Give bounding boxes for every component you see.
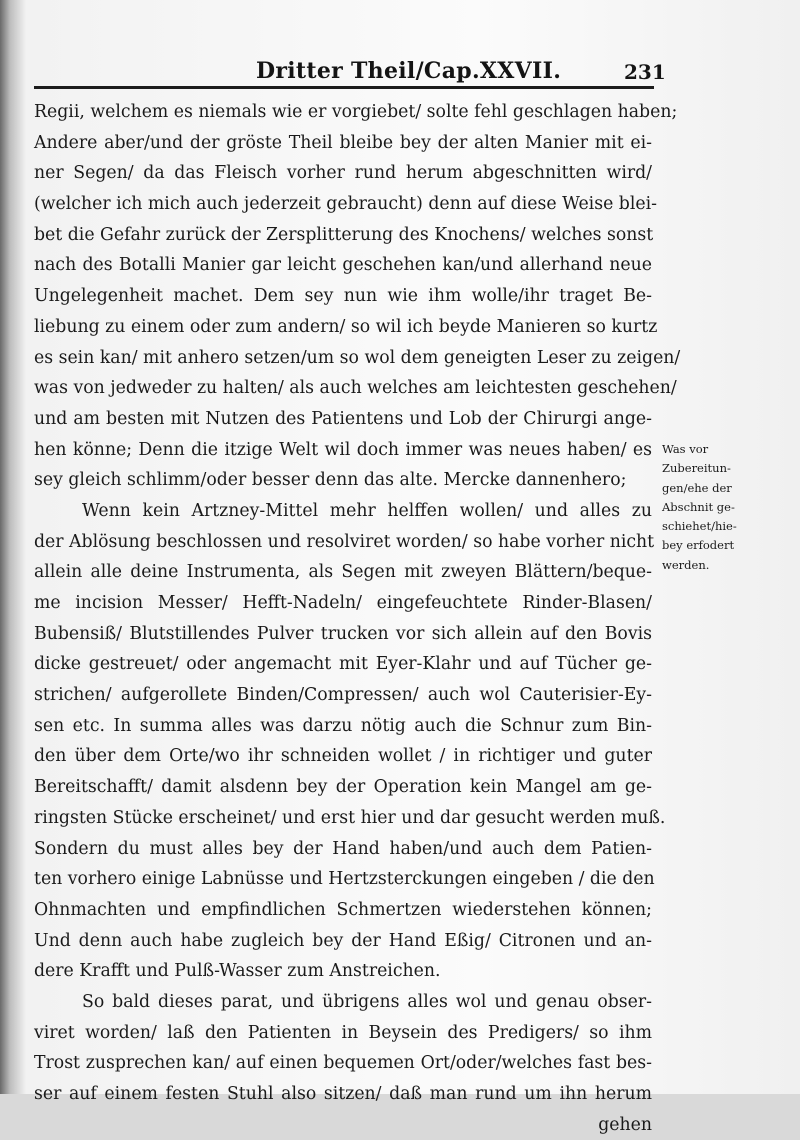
text-line: Und denn auch habe zugleich bey der Hand Eßig/ Citronen und an- — [34, 930, 652, 951]
text-line: den über dem Orte/wo ihr schneiden wollet / in richtiger und guter — [34, 746, 652, 767]
marginal-note-line: Zubereitun- — [662, 461, 731, 476]
paragraph-first-line: So bald dieses parat, und übrigens alles wol und genau obser- — [82, 991, 652, 1012]
marginal-note — [662, 440, 762, 575]
main-text-block — [34, 97, 681, 1140]
text-line: ser auf einem festen Stuhl also sitzen/ daß man rund um ihn herum — [34, 1084, 652, 1104]
text-line: allein alle deine Instrumenta, als Segen mit zweyen Blättern/beque- — [34, 562, 652, 583]
text-line: Regii, welchem es niemals wie er vorgiebet/ solte fehl geschlagen haben; — [34, 102, 678, 122]
text-line: viret worden/ laß den Patienten in Beysein des Predigers/ so ihm — [34, 1022, 652, 1043]
text-line: (welcher ich mich auch jederzeit gebraucht) denn auf diese Weise blei- — [34, 194, 657, 215]
text-line: dicke gestreuet/ oder angemacht mit Eyer-Klahr und auf Tücher ge- — [34, 654, 652, 675]
marginal-note-line: Was vor — [662, 442, 709, 456]
marginal-note-line: werden. — [662, 557, 710, 572]
page-number: 231 — [624, 60, 666, 84]
page-header — [34, 56, 666, 96]
text-line: nach des Botalli Manier gar leicht geschehen kan/und allerhand neue — [34, 255, 652, 276]
marginal-note-line: bey erfodert — [662, 538, 735, 553]
running-head: Dritter Theil/Cap.XXVII. — [256, 58, 562, 84]
text-line: sen etc. In summa alles was darzu nötig auch die Schnur zum Bin- — [34, 715, 652, 736]
text-line: dere Krafft und Pulß-Wasser zum Anstreichen. — [34, 961, 441, 982]
marginal-note-line: schiehet/hie- — [662, 519, 737, 534]
text-line: bet die Gefahr zurück der Zersplitterung des Knochens/ welches sonst — [34, 224, 654, 245]
paragraph-first-line: Wenn kein Artzney-Mittel mehr helffen wollen/ und alles zu — [82, 500, 652, 521]
text-line: Ungelegenheit machet. Dem sey nun wie ihm wolle/ihr traget Be- — [34, 286, 652, 307]
text-line: strichen/ aufgerollete Binden/Compressen/ auch wol Cauterisier-Ey- — [34, 685, 652, 706]
text-line: es sein kan/ mit anhero setzen/um so wol dem geneigten Leser zu zeigen/ — [34, 347, 681, 368]
marginal-note-line: Abschnit ge- — [662, 499, 735, 514]
text-line: me incision Messer/ Hefft-Nadeln/ eingefeuchtete Rinder-Blasen/ — [34, 593, 652, 613]
text-line: sey gleich schlimm/oder besser denn das alte. Mercke dannenhero; — [34, 470, 627, 491]
text-line: ner Segen/ da das Fleisch vorher rund herum abgeschnitten wird/ — [34, 163, 652, 184]
text-line: und am besten mit Nutzen des Patientens und Lob der Chirurgi ange- — [34, 408, 652, 429]
catchword: gehen — [598, 1114, 652, 1135]
text-line: der Ablösung beschlossen und resolviret worden/ so habe vorher nicht — [34, 531, 655, 552]
text-line: Sondern du must alles bey der Hand haben/und auch dem Patien- — [34, 838, 652, 859]
text-line: Ohnmachten und empfindlichen Schmertzen wiederstehen können; — [34, 899, 652, 920]
text-line: liebung zu einem oder zum andern/ so wil ich beyde Manieren so kurtz — [34, 316, 658, 337]
text-line: Bereitschafft/ damit alsdenn bey der Operation kein Mangel am ge- — [34, 777, 652, 798]
marginal-note-line: gen/ehe der — [662, 480, 732, 495]
text-line: Bubensiß/ Blutstillendes Pulver trucken vor sich allein auf den Bovis — [34, 623, 652, 644]
text-line: ten vorhero einige Labnüsse und Hertzsterckungen eingeben / die den — [34, 869, 655, 890]
text-line: Trost zusprechen kan/ auf einen bequemen Ort/oder/welches fast bes- — [34, 1053, 652, 1074]
header-rule — [34, 86, 654, 89]
text-line: Andere aber/und der gröste Theil bleibe bey der alten Manier mit ei- — [34, 132, 652, 153]
text-line: hen könne; Denn die itzige Welt wil doch immer was neues haben/ es — [34, 439, 652, 460]
text-line: ringsten Stücke erscheinet/ und erst hier und dar gesucht werden muß. — [34, 807, 666, 828]
text-line: was von jedweder zu halten/ als auch welches am leichtesten geschehen/ — [34, 378, 677, 399]
